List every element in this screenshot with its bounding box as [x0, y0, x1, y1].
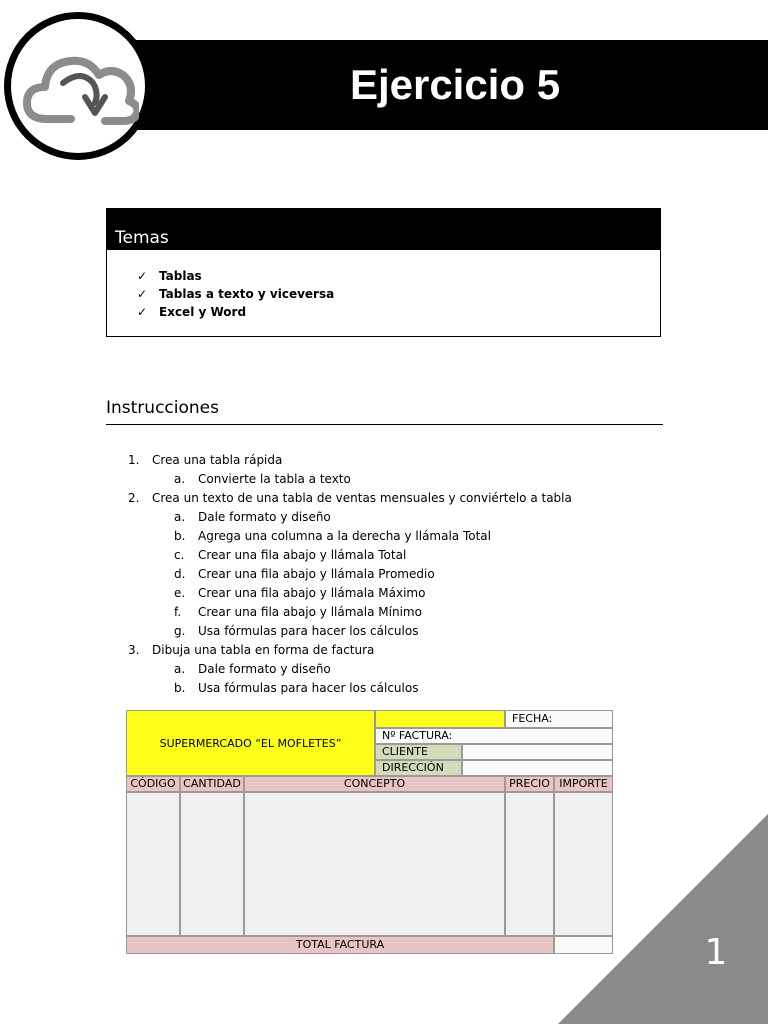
- temas-list: [137, 267, 334, 321]
- item-number: g.: [174, 624, 186, 638]
- table-cell: [554, 792, 613, 936]
- item-text: Dibuja una tabla en forma de factura: [152, 643, 375, 657]
- item-text: Crea un texto de una tabla de ventas mensuales y conviértelo a tabla: [152, 491, 572, 505]
- divider: [106, 424, 663, 425]
- item-text: Agrega una columna a la derecha y llámala Total: [198, 529, 491, 543]
- direccion-label: DIRECCIÓN: [375, 760, 462, 776]
- item-text: Dale formato y diseño: [198, 510, 331, 524]
- check-icon: ✓: [137, 287, 148, 301]
- list-item: [128, 453, 282, 467]
- item-text: Convierte la tabla a texto: [198, 472, 351, 486]
- list-item: [174, 567, 435, 581]
- list-item: [174, 681, 418, 695]
- logo: [4, 12, 152, 160]
- item-number: b.: [174, 681, 186, 695]
- item-number: 1.: [128, 453, 140, 467]
- item-number: a.: [174, 510, 186, 524]
- invoice-table: [126, 710, 613, 954]
- item-number: a.: [174, 472, 186, 486]
- cloud-download-icon: [19, 41, 139, 141]
- item-text: Crear una fila abajo y llámala Máximo: [198, 586, 426, 600]
- table-cell: [505, 792, 554, 936]
- item-number: c.: [174, 548, 185, 562]
- list-item: [174, 624, 418, 638]
- page-number: 1: [704, 932, 728, 973]
- list-item: [174, 529, 491, 543]
- list-item: [137, 303, 334, 321]
- item-text: Crear una fila abajo y llámala Promedio: [198, 567, 435, 581]
- list-item: [128, 491, 572, 505]
- list-item-label: Tablas a texto y viceversa: [159, 287, 335, 301]
- item-number: a.: [174, 662, 186, 676]
- total-value: [554, 936, 613, 954]
- temas-title: Temas: [115, 228, 169, 248]
- invoice-yellow-cell: [375, 710, 505, 728]
- column-header: IMPORTE: [554, 776, 613, 792]
- item-number: 2.: [128, 491, 140, 505]
- list-item: [174, 662, 331, 676]
- list-item: [174, 548, 406, 562]
- item-text: Crea una tabla rápida: [152, 453, 283, 467]
- fecha-label: FECHA:: [505, 710, 613, 728]
- list-item: [174, 472, 351, 486]
- check-icon: ✓: [137, 305, 148, 319]
- item-text: Usa fórmulas para hacer los cálculos: [198, 681, 419, 695]
- list-item-label: Tablas: [159, 269, 202, 283]
- cliente-label: CLIENTE: [375, 744, 462, 760]
- company-name: SUPERMERCADO “EL MOFLETES”: [126, 710, 375, 776]
- column-header: CANTIDAD: [180, 776, 244, 792]
- column-header: CÓDIGO: [126, 776, 180, 792]
- table-cell: [244, 792, 505, 936]
- temas-box: [106, 208, 661, 337]
- item-number: b.: [174, 529, 186, 543]
- item-text: Crear una fila abajo y llámala Mínimo: [198, 605, 422, 619]
- temas-header: [107, 209, 660, 250]
- list-item-label: Excel y Word: [159, 305, 247, 319]
- factura-label: Nº FACTURA:: [375, 728, 613, 744]
- instrucciones-title: Instrucciones: [106, 398, 219, 418]
- item-number: 3.: [128, 643, 140, 657]
- item-text: Crear una fila abajo y llámala Total: [198, 548, 407, 562]
- list-item: [174, 605, 422, 619]
- item-text: Usa fórmulas para hacer los cálculos: [198, 624, 419, 638]
- total-label: TOTAL FACTURA: [126, 936, 554, 954]
- item-number: d.: [174, 567, 186, 581]
- table-cell: [126, 792, 180, 936]
- list-item: [137, 267, 334, 285]
- list-item: [137, 285, 334, 303]
- cliente-value: [462, 744, 613, 760]
- list-item: [174, 586, 425, 600]
- table-cell: [180, 792, 244, 936]
- item-number: f.: [174, 605, 182, 619]
- list-item: [174, 510, 331, 524]
- column-header: CONCEPTO: [244, 776, 505, 792]
- page-title: Ejercicio 5: [349, 61, 561, 108]
- list-item: [128, 643, 374, 657]
- item-number: e.: [174, 586, 186, 600]
- column-header: PRECIO: [505, 776, 554, 792]
- item-text: Dale formato y diseño: [198, 662, 331, 676]
- direccion-value: [462, 760, 613, 776]
- check-icon: ✓: [137, 269, 148, 283]
